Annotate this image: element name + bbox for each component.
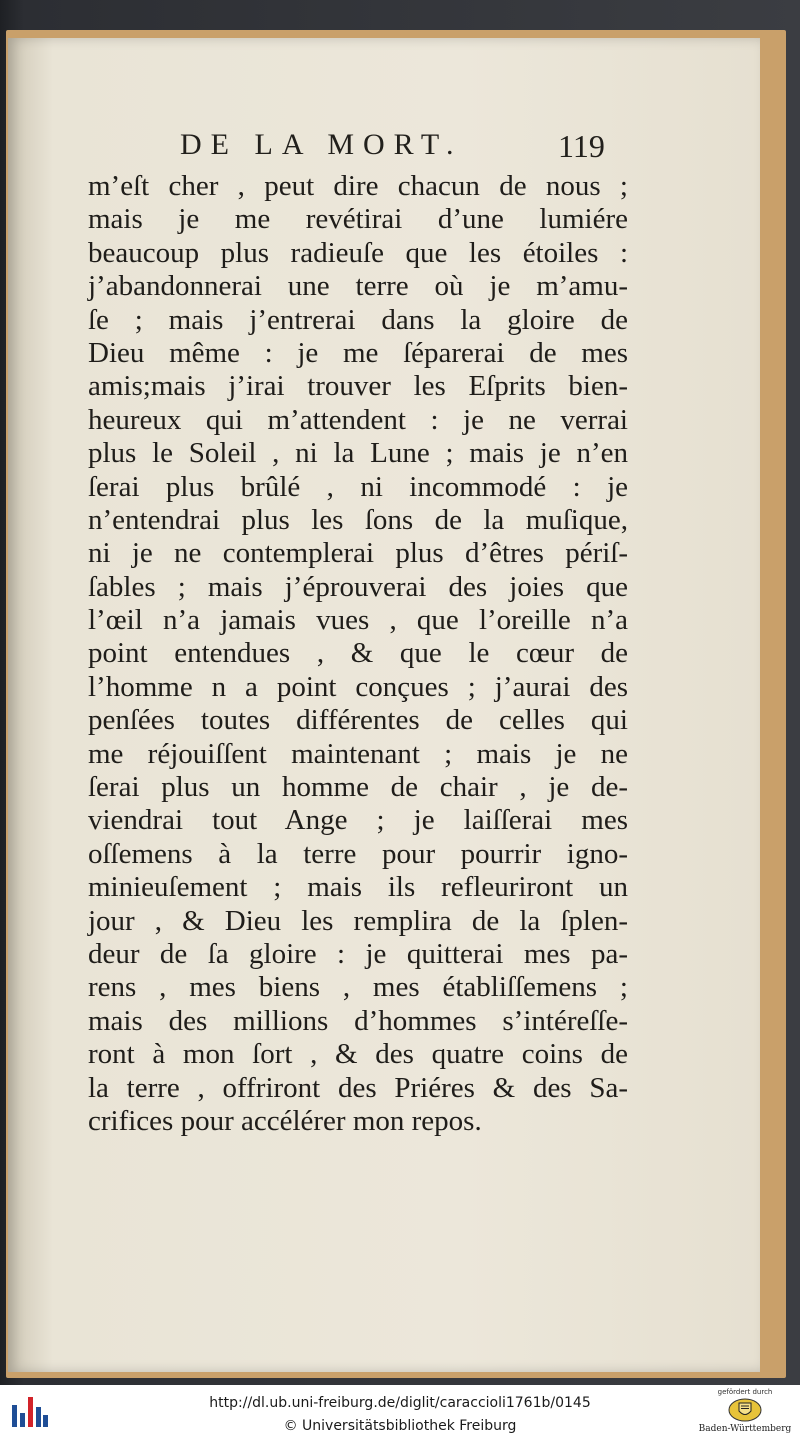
sponsor-block [695,1388,795,1440]
text-line: rens , mes biens , mes établiſſemens ; [88,971,628,1004]
text-line: penſées toutes différentes de celles qui [88,704,628,737]
text-line: n’entendrai plus les ſons de la muſique, [88,503,628,536]
footer-bar [0,1385,800,1441]
text-line: oſſemens à la terre pour pourrir igno- [88,837,628,870]
text-line: la terre , offriront des Priéres & des Sa- [88,1071,628,1104]
text-line: m’eſt cher , peut dire chacun de nous ; [88,170,628,202]
text-line: point entendues , & que le cœur de [88,637,628,670]
text-line: ſerai plus un homme de chair , je de- [88,771,628,804]
text-line: j’abandonnerai une terre où je m’amu- [88,270,628,303]
permalink-url[interactable]: http://dl.ub.uni-freiburg.de/diglit/caraccioli1761b/0145 [209,1395,591,1411]
text-line: deur de ſa gloire : je quitterai mes pa- [88,937,628,970]
text-line: ſables ; mais j’éprouverai des joies que [88,570,628,603]
page-body-text [88,170,628,1138]
text-line: Dieu même : je me ſéparerai de mes [88,336,628,369]
text-line: viendrai tout Ange ; je laiſſerai mes [88,804,628,837]
text-line: me réjouiſſent maintenant ; mais je ne [88,737,628,770]
text-line: plus le Soleil , ni la Lune ; mais je n’en [88,437,628,470]
running-head: DE LA MORT. [180,128,463,161]
text-line: minieuſement ; mais ils refleuriront un [88,871,628,904]
text-line: beaucoup plus radieuſe que les étoiles : [88,236,628,269]
sponsor-label: gefördert durch [717,1388,773,1396]
text-line: l’œil n’a jamais vues , que l’oreille n’a [88,604,628,637]
text-line: ront à mon ſort , & des quatre coins de [88,1038,628,1071]
copyright-notice: © Universitätsbibliothek Freiburg [283,1418,517,1434]
text-line: mais des millions d’hommes s’intéreſſe- [88,1004,628,1037]
text-line: mais je me revétirai d’une lumiére [88,203,628,236]
text-line: jour , & Dieu les remplira de la ſplen- [88,904,628,937]
text-line: ſe ; mais j’entrerai dans la gloire de [88,303,628,336]
text-line: amis;mais j’irai trouver les Eſprits bien- [88,370,628,403]
text-line: l’homme n a point conçues ; j’aurai des [88,670,628,703]
state-crest-icon [728,1398,762,1422]
text-line: ſerai plus brûlé , ni incommodé : je [88,470,628,503]
text-line: heureux qui m’attendent : je ne verrai [88,403,628,436]
page-number: 119 [558,128,605,164]
sponsor-name: Baden-Württemberg [698,1424,792,1434]
text-line: ni je ne contemplerai plus d’êtres périſ- [88,537,628,570]
text-line: crifices pour accélérer mon repos. [88,1104,482,1137]
